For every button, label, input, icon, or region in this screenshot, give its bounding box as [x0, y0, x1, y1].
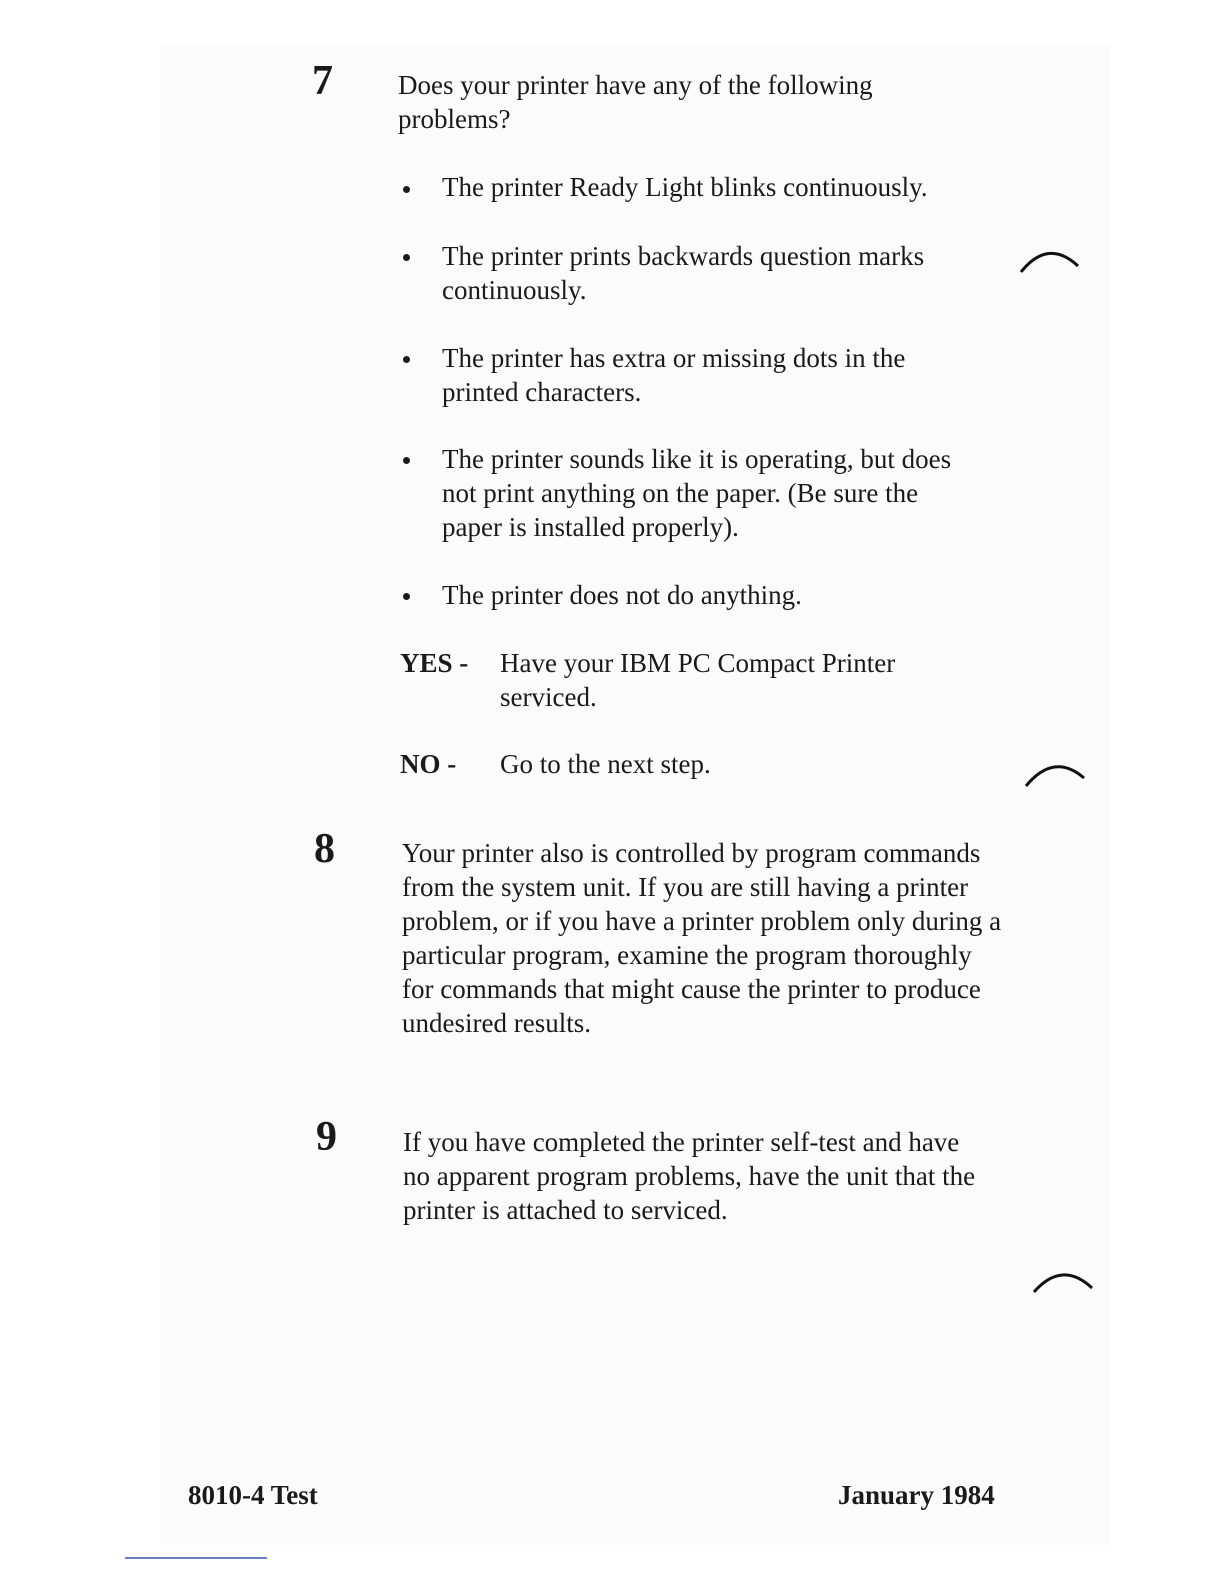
binding-arc-icon	[1018, 240, 1084, 280]
footer-document-id: 8010-4 Test	[188, 1480, 318, 1510]
bullet-icon	[403, 186, 410, 193]
footer-date: January 1984	[838, 1480, 995, 1510]
bullet-icon	[403, 593, 410, 600]
no-text: Go to the next step.	[500, 749, 711, 779]
binding-arc-icon	[1022, 752, 1088, 792]
step-8-text: Your printer also is controlled by program commands from the system unit. If you are still having a printer problem, or if you have a printer problem only during a particular program, examine the program thoroughly for commands that might cause the printer to produce undesired results.	[402, 838, 1002, 1038]
bullet-item: The printer Ready Light blinks continuously.	[442, 172, 928, 202]
yes-text: Have your IBM PC Compact Printer serviced.	[500, 648, 896, 712]
bullet-icon	[403, 356, 410, 363]
bullet-icon	[403, 457, 410, 464]
bullet-item: The printer has extra or missing dots in the printed characters.	[442, 343, 906, 407]
bullet-item: The printer sounds like it is operating, but does not print anything on the paper. (Be sure the paper is installed properly).	[442, 444, 952, 542]
binding-arc-icon	[1030, 1262, 1096, 1302]
bullet-icon	[403, 254, 410, 261]
yes-label: YES -	[400, 648, 469, 678]
bottom-rule	[125, 1557, 267, 1559]
no-label: NO -	[400, 749, 457, 779]
step-9-number: 9	[316, 1114, 337, 1160]
bullet-item: The printer does not do anything.	[442, 580, 802, 610]
step-7-question: Does your printer have any of the following problems?	[398, 70, 873, 134]
step-7-number: 7	[312, 58, 333, 104]
step-9-text: If you have completed the printer self-test and have no apparent program problems, have the unit that the printer is attached to serviced.	[403, 1127, 976, 1225]
step-8-number: 8	[314, 826, 335, 872]
bullet-item: The printer prints backwards question marks continuously.	[442, 241, 925, 305]
